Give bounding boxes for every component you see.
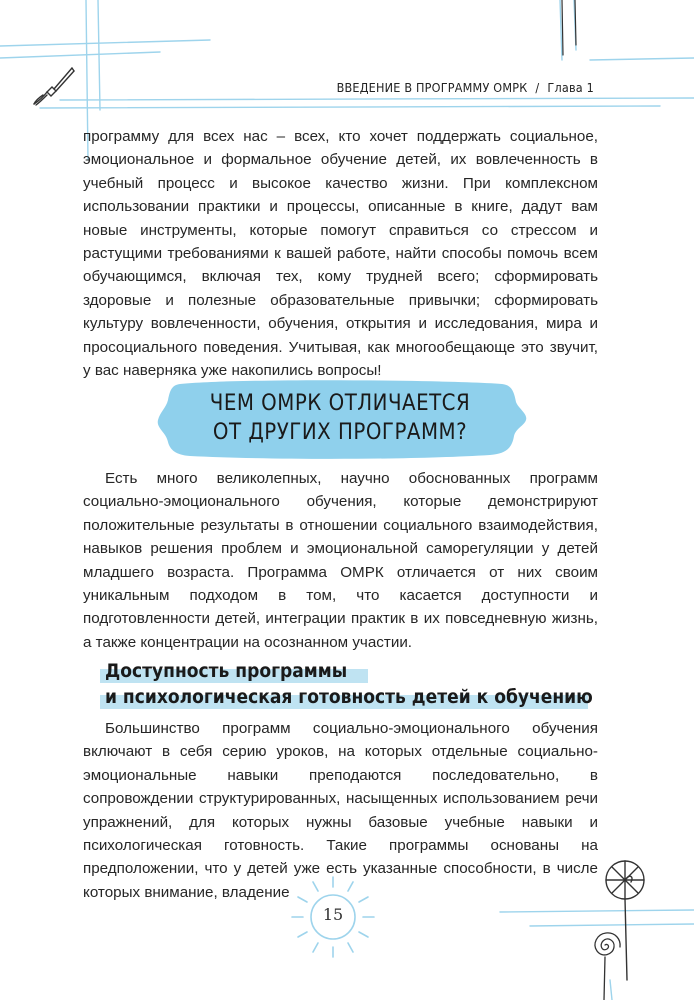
page-number: 15 [322, 905, 344, 924]
running-header [337, 80, 594, 95]
subheading-line2: и психологическая готовность детей к обучению [105, 686, 593, 708]
difference-paragraph [83, 467, 598, 654]
intro-paragraph [83, 125, 598, 382]
subheading-line1: Доступность программы [105, 660, 348, 682]
spiral-lollipop-icon [585, 925, 625, 1000]
subheading [105, 658, 593, 710]
running-header-separator: / [535, 80, 540, 95]
difference-paragraph-text: Есть много великолепных, научно обоснованных программ социально-эмоционального обучения, которые демонстрируют положительные результаты в отношении социального взаимодействия, навыков решения проблем и эмоциональной саморегуляции у детей младшего возраста. Программа ОМРК отличается от них своим уникальным подходом в том, что касается доступности и подготовленности детей, интеграции практик в их повседневную жизнь, а также концентрации на осознанном участии. [83, 470, 598, 651]
bubble-heading-line1: ЧЕМ ОМРК ОТЛИЧАЕТСЯ [209, 391, 471, 416]
access-paragraph-text: Большинство программ социально-эмоционального обучения включают в себя серию уроков, на которых отдельные социально-эмоциональные навыки преподаются последовательно, в сопровождении структурированных, насыщенных использованием речи упражнений, для которых нужны базовые учебные навыки и психологическая готовность. Такие программы основаны на предположении, что у детей уже есть указанные способности, в числе которых внимание, владение [83, 720, 598, 901]
running-header-chapter: Глава 1 [547, 80, 594, 95]
paintbrush-icon [30, 60, 75, 108]
running-header-section: ВВЕДЕНИЕ В ПРОГРАММУ ОМРК [336, 80, 528, 95]
intro-paragraph-text: программу для всех нас – всех, кто хочет поддержать социальное, эмоциональное и формальное обучение детей, их вовлеченность в учебный процесс и высокое качество жизни. При комплексном использовании практики и процессы, описанные в книге, дадут вам новые инструменты, которые помогут справиться со стрессом и растущими требованиями к вашей работе, найти способы помочь всем обучающимся, включая тех, кому трудней всего; сформировать здоровые и полезные образовательные привычки; сформировать культуру вовлеченности, обучения, открытия и исследования, мира и просоциального поведения. Учитывая, как многообещающе это звучит, у вас наверняка уже накопились вопросы! [83, 128, 598, 380]
bubble-heading-line2: ОТ ДРУГИХ ПРОГРАММ? [212, 420, 468, 445]
speech-bubble-heading [150, 378, 530, 460]
